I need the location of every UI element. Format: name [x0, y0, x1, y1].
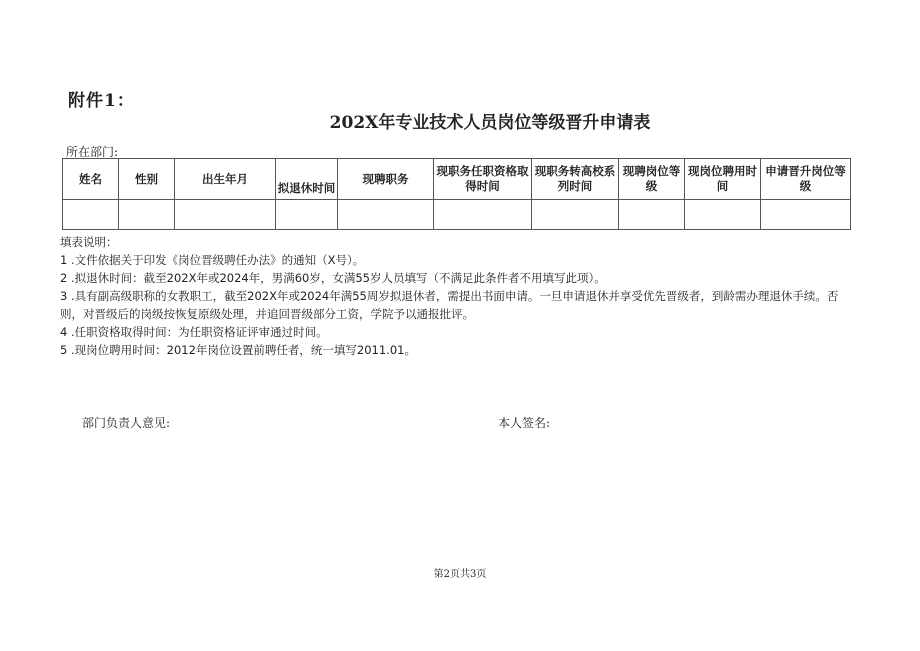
instruction-item: 4 .任职资格取得时间：为任职资格证评审通过时间。 [60, 325, 328, 339]
signature-label: 本人签名: [498, 416, 551, 430]
header-current-level: 现聘岗位等级 [619, 159, 685, 200]
cell-name[interactable] [63, 200, 119, 230]
table-header-row [63, 159, 851, 200]
department-label: 所在部门: [66, 145, 119, 159]
header-retire-time: 拟退休时间 [276, 159, 338, 200]
cell-current-level[interactable] [619, 200, 685, 230]
application-table [62, 158, 851, 230]
header-transfer-time: 现职务转高校系列时间 [532, 159, 619, 200]
instruction-item: 3 .具有副高级职称的女教职工，截至202X年或2024年满55周岁拟退休者，需提出书面申请。一旦申请退休并享受优先晋级者，到龄需办理退休手续。否则，对晋级后的岗级按恢复原级处理，并追回晋级部分工资，学院予以通报批评。 [60, 289, 839, 321]
header-gender: 性别 [119, 159, 175, 200]
header-requested-level: 申请晋升岗位等级 [761, 159, 851, 200]
cell-gender[interactable] [119, 200, 175, 230]
header-birth-date: 出生年月 [175, 159, 276, 200]
cell-current-position[interactable] [338, 200, 434, 230]
department-opinion-label: 部门负责人意见: [82, 416, 171, 430]
table-row [63, 200, 851, 230]
cell-retire-time[interactable] [276, 200, 338, 230]
header-qualification-time: 现职务任职资格取得时间 [434, 159, 532, 200]
cell-qualification-time[interactable] [434, 200, 532, 230]
page-footer: 第2页共3页 [433, 569, 487, 580]
cell-employment-time[interactable] [685, 200, 761, 230]
instructions-heading: 填表说明： [60, 235, 118, 249]
instructions [60, 233, 860, 359]
header-current-position: 现聘职务 [338, 159, 434, 200]
header-name: 姓名 [63, 159, 119, 200]
instruction-item: 5 .现岗位聘用时间：2012年岗位设置前聘任者，统一填写2011.01。 [60, 343, 416, 357]
instruction-item: 1 .文件依据关于印发《岗位晋级聘任办法》的通知（X号）。 [60, 253, 365, 267]
attachment-label: 附件1： [68, 91, 135, 111]
header-employment-time: 现岗位聘用时间 [685, 159, 761, 200]
instruction-item: 2 .拟退休时间：截至202X年或2024年，男满60岁，女满55岁人员填写（不满足此条件者不用填写此项）。 [60, 271, 606, 285]
page-title: 202X年专业技术人员岗位等级晋升申请表 [329, 113, 651, 133]
cell-transfer-time[interactable] [532, 200, 619, 230]
cell-requested-level[interactable] [761, 200, 851, 230]
cell-birth-date[interactable] [175, 200, 276, 230]
